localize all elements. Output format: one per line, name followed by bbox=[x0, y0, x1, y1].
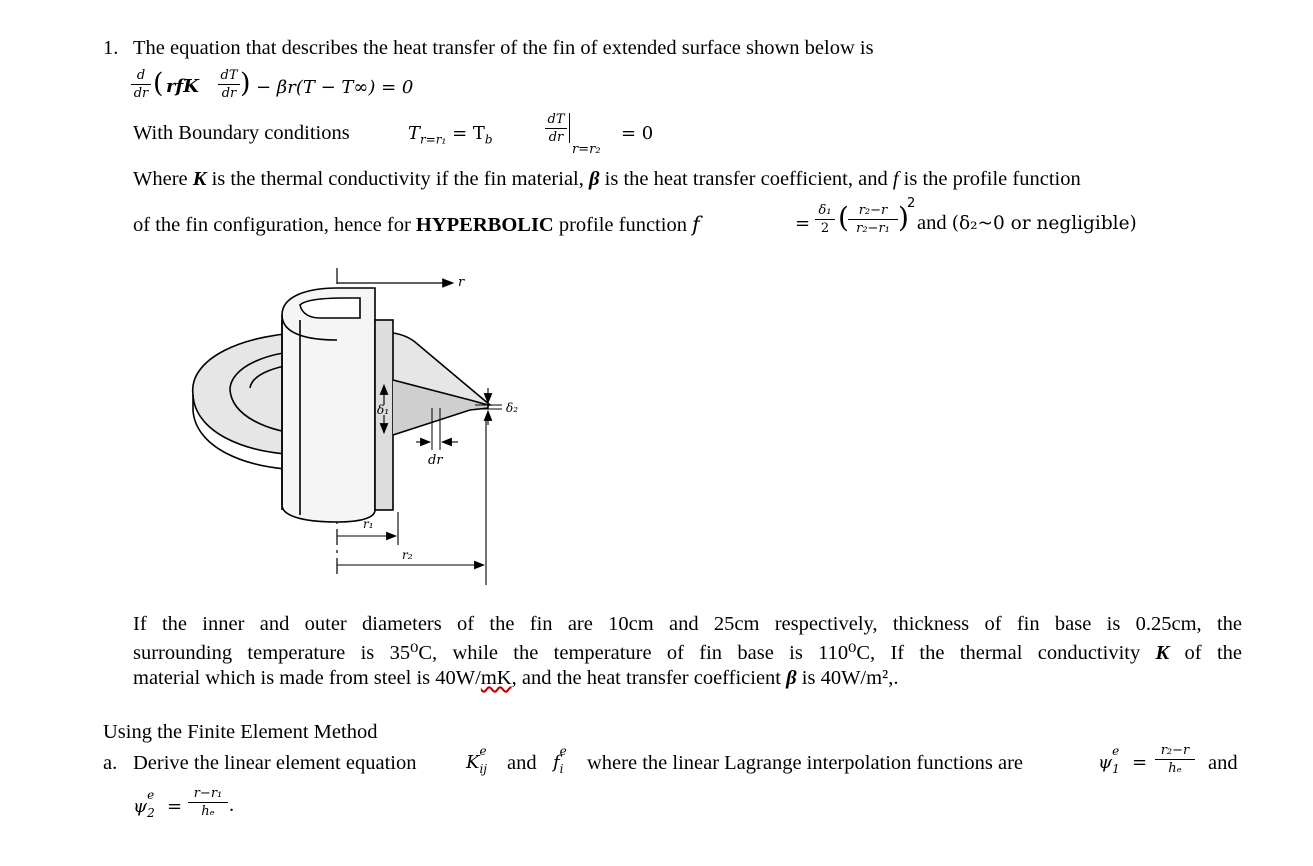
fem-heading: Using the Finite Element Method bbox=[103, 721, 378, 743]
profile-close-paren: ) bbox=[898, 201, 909, 234]
bc2-fraction: dT dr bbox=[545, 112, 567, 145]
fi-symbol: f e i bbox=[553, 744, 567, 776]
part-a-label: a. bbox=[103, 752, 118, 774]
bc1: $T_{r=r_1} = T_b$ bbox=[408, 123, 493, 147]
paragraph-line-3: material which is made from steel is 40W/mK, and the heat transfer coefficient β is 40W/m²,. bbox=[133, 667, 899, 689]
paragraph-line-2: surrounding temperature is 35⁰C, while the temperature of fin base is 110⁰C, If the thermal conductivity K of the bbox=[133, 642, 1243, 664]
dT-dr-fraction: dT dr bbox=[218, 68, 240, 101]
bc2-rhs: = 0 bbox=[621, 123, 654, 144]
delta-fraction: δ₁ 2 bbox=[815, 203, 835, 236]
label-delta1: δ₁ bbox=[377, 403, 390, 417]
label-dr: dr bbox=[428, 453, 443, 468]
Kij-symbol: K e ij bbox=[466, 744, 488, 776]
psi2-equals: = bbox=[167, 796, 183, 817]
label-r: r bbox=[458, 275, 465, 290]
label-r2: r₂ bbox=[402, 548, 413, 562]
where-line: Where K is the thermal conductivity if the fin material, β is the heat transfer coefficient, and f is the profile function bbox=[133, 168, 1081, 190]
part-a-text-1: Derive the linear element equation bbox=[133, 752, 417, 774]
part-a-and-1: and bbox=[507, 752, 537, 774]
profile-tail: and (δ₂~0 or negligible) bbox=[917, 212, 1137, 234]
profile-exponent: 2 bbox=[907, 196, 916, 211]
part-a-and-2: and bbox=[1208, 752, 1238, 774]
profile-open-paren: ( bbox=[838, 201, 849, 234]
psi1-equals: = bbox=[1132, 752, 1148, 773]
paragraph-line-1: If the inner and outer diameters of the fin are 10cm and 25cm respectively, thickness of fin base is 0.25cm, the bbox=[133, 613, 1242, 635]
part-a-text-2: where the linear Lagrange interpolation functions are bbox=[587, 752, 1024, 774]
close-paren: ) bbox=[240, 68, 251, 99]
bc-label: With Boundary conditions bbox=[133, 122, 350, 144]
open-paren: ( bbox=[153, 68, 164, 99]
problem-intro: The equation that describes the heat transfer of the fin of extended surface shown below is bbox=[133, 37, 874, 59]
problem-number: 1. bbox=[103, 37, 119, 59]
part-a-end: . bbox=[229, 794, 235, 816]
inner-term: rfK bbox=[166, 76, 199, 97]
psi2-fraction: r−r₁ hₑ bbox=[188, 786, 228, 819]
label-delta2: δ₂ bbox=[506, 401, 519, 415]
r-fraction: r₂−r r₂−r₁ bbox=[848, 203, 898, 236]
psi2-symbol: ψ e 2 bbox=[133, 788, 155, 820]
profile-line: of the fin configuration, hence for HYPERBOLIC profile function f bbox=[133, 212, 700, 236]
eval-bar bbox=[569, 113, 570, 143]
d-dr-fraction: d dr bbox=[131, 68, 151, 101]
profile-equals: = bbox=[795, 213, 811, 234]
psi1-fraction: r₂−r hₑ bbox=[1155, 743, 1195, 776]
label-r1: r₁ bbox=[363, 517, 374, 531]
fin-figure bbox=[170, 260, 550, 590]
psi1-symbol: ψ e 1 bbox=[1098, 744, 1120, 776]
bc2-subscript: r=r₂ bbox=[572, 142, 601, 157]
equation-rest: − βr(T − T∞) = 0 bbox=[256, 77, 414, 98]
